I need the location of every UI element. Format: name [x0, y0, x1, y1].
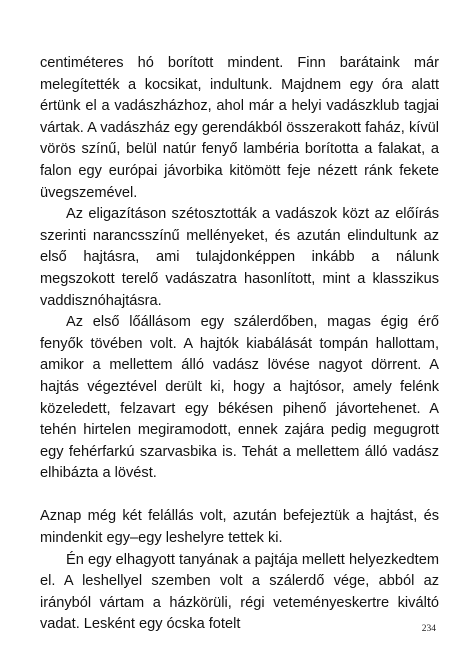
paragraph-5: Én egy elhagyott tanyának a pajtája mellett helyezkedtem el. A leshellyel szemben volt a szálerdő vége, abból az irányból vártam a házkörüli, régi veteményeskertre kiváltó vadat. Lesként egy ócska fotelt	[40, 551, 439, 633]
body-text	[40, 53, 439, 636]
paragraph-4: Aznap még két felállás volt, azután befejeztük a hajtást, és mindenkit egy–egy leshelyre tettek ki.	[40, 508, 439, 547]
paragraph-3: Az első lőállásom egy szálerdőben, magas égig érő fenyők tövében volt. A hajtók kiabálását tompán hallottam, amikor a mellettem álló vadász lövése nagyot dörrent. A hajtás végeztével derült ki, hogy a hajtósor, amely felénk közeledett, felzavart egy békésen pihenő jávortehenet. A tehén hirtelen megiramodott, ennek zajára pedig megugrott egy fehérfarkú szarvasbika is. Tehát a mellettem álló vadász elhibázta a lövést.	[40, 314, 439, 482]
paragraph-2: Az eligazításon szétosztották a vadászok közt az előírás szerinti narancsszínű mellényeket, és azután elindultunk az első hajtásra, ami tulajdonképpen inkább a nálunk megszokott terelő vadászatra hasonlított, mint a klasszikus vaddisznóhajtásra.	[40, 206, 439, 309]
paragraph-1: centiméteres hó borított mindent. Finn barátaink már melegítették a kocsikat, indultunk. Majdnem egy óra alatt értünk el a vadászházhoz, ahol már a helyi vadászklub tagjai vártak. A vadászház egy gerendákból összerakott faház, kívül vörös színű, belül natúr fenyő lambéria borította a falakat, a falon egy európai jávorbika kitömött feje nézett ránk fekete üvegszemével.	[40, 55, 439, 201]
page-number: 234	[421, 624, 436, 634]
